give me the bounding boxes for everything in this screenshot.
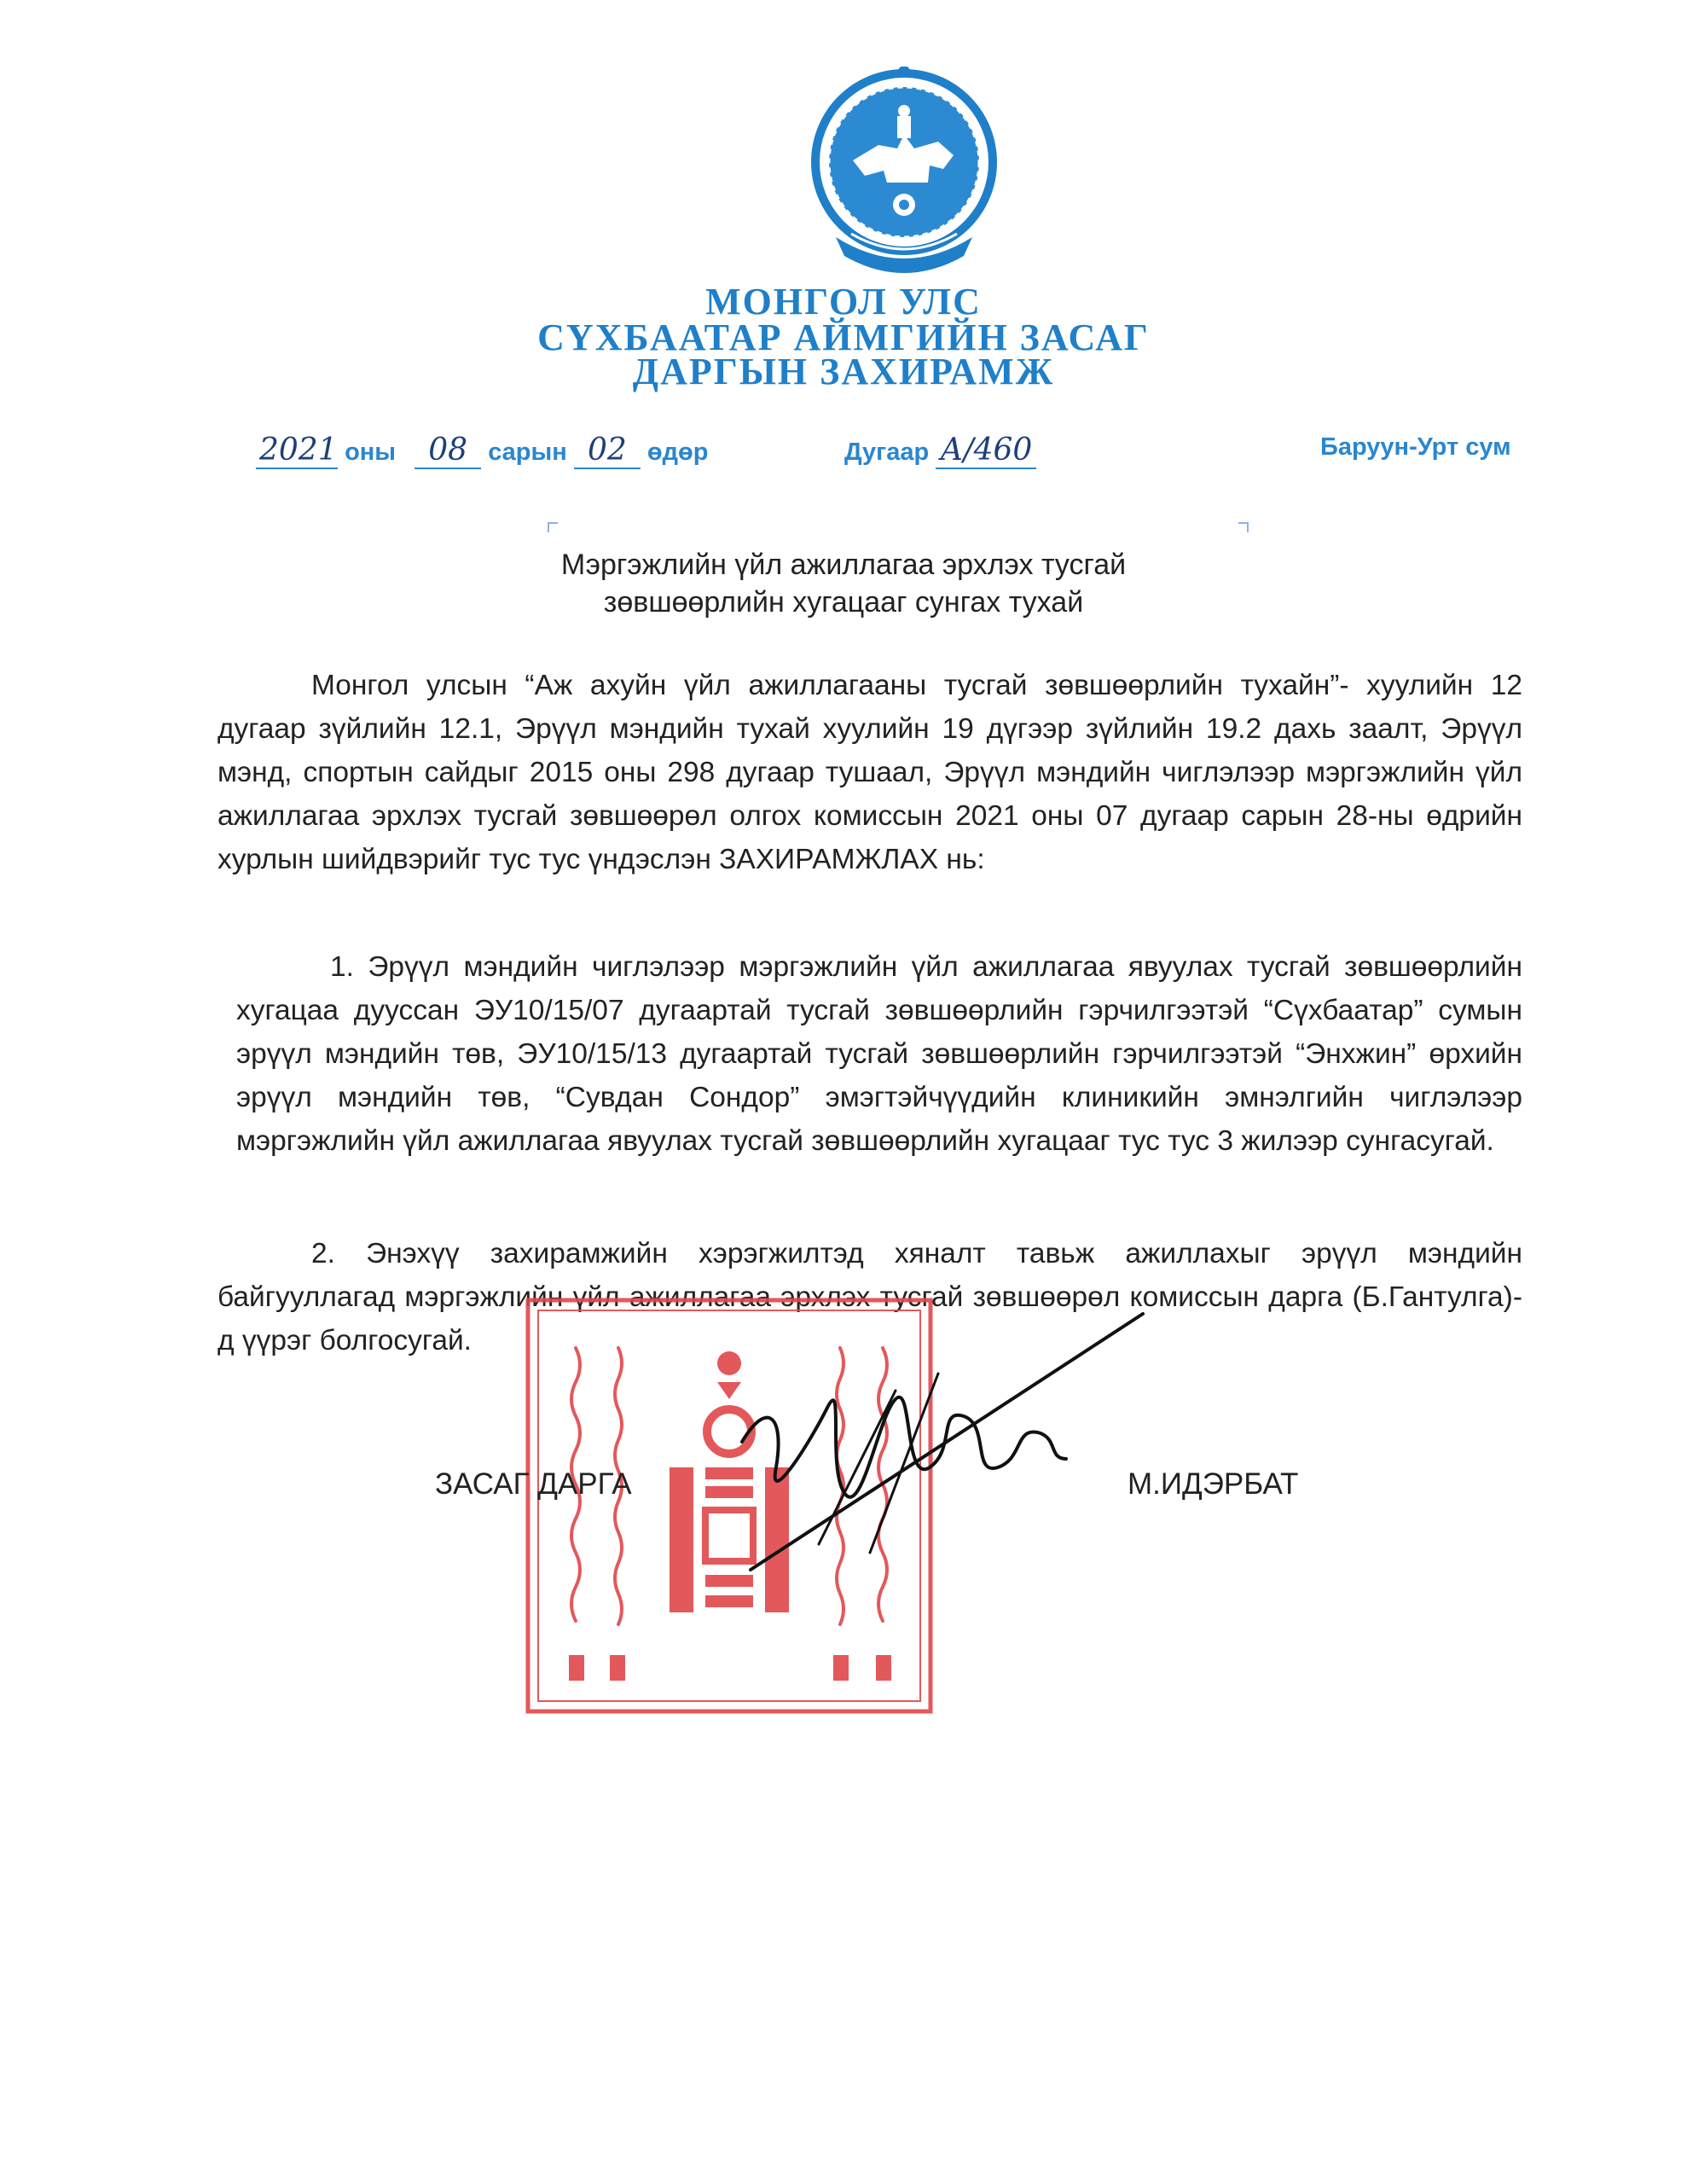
bracket-right xyxy=(1238,522,1249,532)
date-year-suffix: оны xyxy=(345,439,397,466)
document-date xyxy=(256,433,708,469)
date-month-suffix: сарын xyxy=(488,439,567,466)
date-day: 02 xyxy=(574,433,641,469)
document-number-label: Дугаар xyxy=(844,439,930,466)
date-month: 08 xyxy=(415,433,481,469)
decision-item-1: 1. Эрүүл мэндийн чиглэлээр мэргэжлийн үйл ажиллагаа явуулах тусгай зөвшөөрлийн хугацаа дууссан ЭУ10/15/07 дугаартай тусгай зөвшөөрлийн гэрчилгээтэй “Сүхбаатар” сумын эрүүл мэндийн төв, ЭУ10/15/13 дугаартай тусгай зөвшөөрлийн гэрчилгээтэй “Энхжин” өрхийн эрүүл мэндийн төв, “Сувдан Сондор” эмэгтэйчүүдийн клиникийн эмнэлгийн чиглэлээр мэргэжлийн үйл ажиллагаа явуулах тусгай зөвшөөрлийн хугацааг тус тус 3 жилээр сунгасугай. xyxy=(236,951,1522,1157)
handwritten-signature-icon xyxy=(716,1297,1160,1587)
document-location: Баруун-Урт сум xyxy=(1320,433,1511,461)
date-day-suffix: өдөр xyxy=(646,439,709,466)
header-document-type: ДАРГЫН ЗАХИРАМЖ xyxy=(632,351,1055,392)
signatory-name: М.ИДЭРБАТ xyxy=(1128,1467,1299,1501)
subject-line-1: Мэргэжлийн үйл ажиллагаа эрхлэх тусгай xyxy=(560,549,1127,581)
date-year: 2021 xyxy=(256,433,338,469)
preamble-paragraph: Монгол улсын “Аж ахуйн үйл ажиллагааны тусгай зөвшөөрлийн тухайн”- хуулийн 12 дугаар зүйлийн 12.1, Эрүүл мэндийн тухай хуулийн 19 дүгээр зүйлийн 19.2 дахь заалт, Эрүүл мэнд, спортын сайдыг 2015 оны 298 дугаар тушаал, Эрүүл мэндийн чиглэлээр мэргэжлийн үйл ажиллагаа эрхлэх тусгай зөвшөөрөл олгох комиссын 2021 оны 07 дугаар сарын 28-ны өдрийн хурлын шийдвэрийг тус тус үндэслэн ЗАХИРАМЖЛАХ нь: xyxy=(217,670,1522,875)
document-number-value: А/460 xyxy=(936,433,1036,469)
document-subject xyxy=(0,546,1687,621)
header-country: МОНГОЛ УЛС xyxy=(705,281,982,322)
subject-line-2: зөвшөөрлийн хугацааг сунгах тухай xyxy=(603,586,1084,619)
signatory-title: ЗАСАГ ДАРГА xyxy=(435,1467,632,1501)
decision-item-2: 2. Энэхүү захирамжийн хэрэгжилтэд хяналт тавьж ажиллахыг эрүүл мэндийн байгууллагад мэргэжлийн үйл ажиллагаа эрхлэх тусгай зөвшөөрөл комиссын дарга (Б.Гантулга)-д үүрэг болгосугай. xyxy=(217,1238,1522,1356)
bracket-left xyxy=(548,522,558,532)
mongolia-state-emblem-icon xyxy=(802,67,1006,288)
header-authority: СҮХБААТАР АЙМГИЙН ЗАСАГ xyxy=(537,317,1150,358)
document-number xyxy=(844,433,1036,469)
